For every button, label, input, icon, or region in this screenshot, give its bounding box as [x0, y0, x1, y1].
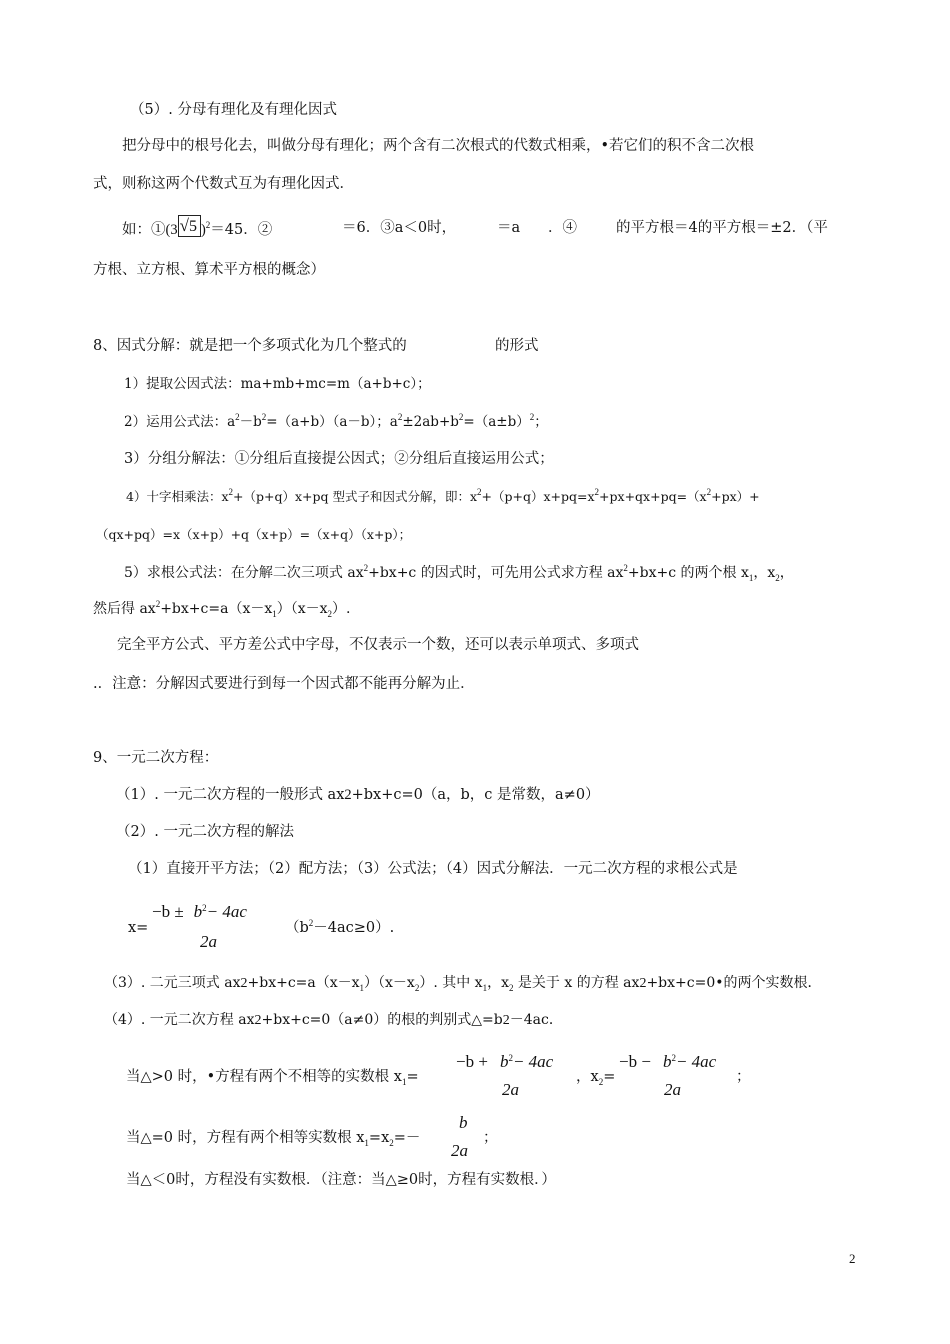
method-2-sup-2: 2: [261, 412, 267, 422]
discriminant-definition: [104, 1012, 563, 1030]
case1-c: =: [406, 1069, 419, 1085]
method-2-text-c: =（a+b）（a－b）；a: [266, 414, 398, 430]
method-5-text-a: 5）求根公式法：在分解二次三项式 ax: [124, 565, 364, 581]
case2-c: =x: [368, 1130, 390, 1146]
method-2-text-e: =（a±b）: [463, 414, 530, 430]
factor-method-5: [124, 565, 794, 582]
s3-i: ，x: [487, 975, 509, 991]
method-4-sup-2: 2: [477, 487, 482, 497]
s3-c: +bx+c=a（x－x: [247, 975, 360, 991]
method-5-line-2-sub-1: 1: [272, 609, 277, 619]
factor-method-3: 3）分组分解法：①分组后直接提公因式；②分组后直接运用公式；: [124, 451, 554, 467]
case1-num2-a: −b −: [619, 1052, 651, 1071]
case2-denominator: 2a: [451, 1141, 468, 1160]
case2-a: 当△=0 时，方程有两个相等实数根 x: [126, 1130, 365, 1146]
case1-num1-d: − 4ac: [512, 1052, 554, 1071]
s3-b: 2: [240, 976, 248, 991]
case-negative-text: 当△＜0时，方程没有实数根．（注意：当△≥0时，方程有实数根．）: [126, 1172, 556, 1188]
quadratic-solving-methods: （1）直接开平方法；（2）配方法；（3）公式法；（4）因式分解法．一元二次方程的求根公式是: [128, 861, 738, 877]
formula-numerator: [152, 902, 247, 922]
formula-lhs: x=: [128, 920, 149, 936]
method-4-text-b: +（p+q）x+pq 型式子和因式分解，即：x: [233, 489, 478, 504]
case1-num2-d: − 4ac: [675, 1052, 717, 1071]
case1-x2-label: [576, 1069, 615, 1086]
case1-e: 2: [598, 1077, 604, 1087]
section-8-heading-b: 的形式: [495, 338, 539, 354]
section-5-examples: [122, 218, 272, 240]
case1-num2-exp: 2: [671, 1053, 676, 1063]
section-5-heading: （5）. 分母有理化及有理化因式: [130, 102, 337, 118]
case1-num1-a: −b +: [456, 1052, 488, 1071]
general-form-text-c: +bx+c=0（a，b，c 是常数，a≠0）: [351, 787, 600, 803]
method-5-line-2-text-c: ）（x－x: [276, 601, 328, 617]
quadratic-general-form: [116, 787, 600, 804]
formula-num-d: − 4ac: [206, 902, 247, 921]
method-5-text-c: +bx+c 的两个根 x: [627, 565, 749, 581]
factor-method-1: 1）提取公因式法：ma+mb+mc=m（a+b+c）；: [124, 376, 431, 392]
method-5-text-e: ，: [779, 565, 794, 581]
sqrt-symbol-icon: √: [179, 216, 189, 235]
factor-method-5-line-2: [93, 601, 350, 618]
s4-b: 2: [254, 1013, 262, 1028]
sqrt-radicand: 5: [188, 218, 197, 235]
method-4-sup-3: 2: [594, 487, 600, 497]
example-text-e: ．④: [548, 220, 577, 236]
s3-l: 2: [639, 976, 647, 991]
s3-j: 2: [508, 983, 514, 993]
method-4-text-d: +px+qx+pq=（x: [599, 489, 707, 504]
formula-num-a: −b ±: [152, 902, 184, 921]
example-root-close: ): [200, 222, 206, 238]
s3-e: ）（x－x: [364, 975, 415, 991]
factor-method-4-line-2: （qx+pq）=x（x+p）+q（x+p）=（x+q）（x+p）；: [96, 527, 412, 542]
method-5-sub-1: 1: [748, 573, 754, 583]
case1-f: =: [603, 1069, 616, 1085]
s3-a: （3）. 二元三项式 ax: [104, 975, 241, 991]
method-2-sup-3: 2: [397, 412, 403, 422]
method-5-line-2-text-b: +bx+c=a（x－x: [160, 601, 273, 617]
example-superscript: 2: [205, 220, 211, 230]
case2-d: 2: [389, 1138, 394, 1148]
method-4-sup-1: 2: [228, 487, 234, 497]
case1-a: 当△>0 时，•方程有两个不相等的实数根 x: [126, 1069, 402, 1085]
example-text-d: ＝a: [497, 220, 521, 236]
s4-a: （4）. 一元二次方程 ax: [104, 1012, 255, 1028]
case2-e: =－: [393, 1130, 421, 1146]
case1-num2-b: b: [662, 1052, 672, 1071]
formula-cond-a: （b: [285, 920, 309, 936]
case-zero-text: [126, 1130, 420, 1147]
example-root-open: (3: [165, 222, 178, 238]
method-5-sup-2: 2: [623, 563, 628, 573]
formula-denominator: 2a: [200, 932, 217, 951]
page-number: 2: [849, 1251, 856, 1266]
case1-d: ，x: [576, 1069, 599, 1085]
case1-end: ；: [736, 1069, 751, 1085]
method-4-sup-4: 2: [706, 487, 712, 497]
method-2-sup-5: 2: [529, 412, 535, 422]
case1-num1-exp: 2: [508, 1053, 513, 1063]
binomial-factorization: [104, 975, 822, 993]
method-2-sup-1: 2: [235, 412, 240, 422]
general-form-text-a: （1）. 一元二次方程的一般形式 ax: [116, 787, 345, 803]
method-2-text-d: ±2ab+b: [402, 414, 459, 430]
factor-note-1: 完全平方公式、平方差公式中字母，不仅表示一个数，还可以表示单项式、多项式: [117, 637, 639, 653]
s3-d: 1: [359, 983, 365, 993]
section-5-paragraph-2: 式，则称这两个代数式互为有理化因式．: [93, 176, 354, 192]
method-4-text-a: 4）十字相乘法：x: [126, 489, 229, 504]
case1-b: 1: [401, 1077, 407, 1087]
example-text-b: ＝45．②: [210, 222, 273, 238]
case2-b: 1: [364, 1138, 369, 1148]
section-8-heading-a: 8、因式分解：就是把一个多项式化为几个整式的: [93, 338, 407, 354]
formula-cond-c: －4ac≥0）.: [313, 920, 395, 936]
example-text-c: ＝6．③a＜0时，: [342, 220, 457, 236]
method-2-text-a: 2）运用公式法：a: [124, 414, 236, 430]
method-5-sup-1: 2: [363, 563, 369, 573]
general-form-exp: 2: [344, 787, 352, 803]
example-text-f: 的平方根＝4的平方根＝±2．（平: [616, 220, 828, 236]
method-2-sup-4: 2: [458, 412, 464, 422]
section-5-paragraph-1: 把分母中的根号化去，叫做分母有理化；两个含有二次根式的代数式相乘，•若它们的积不含二次根: [122, 138, 755, 154]
case2-end: ；: [483, 1130, 498, 1146]
s3-f: 2: [414, 983, 420, 993]
section-9-heading: 9、一元二次方程：: [93, 750, 219, 766]
s4-e: －4ac．: [509, 1012, 563, 1028]
case1-root2-denominator: 2a: [664, 1080, 681, 1099]
method-4-text-c: +（p+q）x+pq=x: [481, 489, 595, 504]
s3-m: +bx+c=0•的两个实数根．: [646, 975, 822, 991]
method-5-line-2-text-a: 然后得 ax: [93, 601, 156, 617]
case1-num1-b: b: [499, 1052, 509, 1071]
example-text-a: 如：①: [122, 222, 166, 238]
case2-numerator: b: [459, 1113, 468, 1132]
method-5-text-d: ，x: [753, 565, 776, 581]
case1-root1-denominator: 2a: [502, 1080, 519, 1099]
method-5-line-2-sup: 2: [155, 599, 161, 609]
factor-note-2: .．注意：分解因式要进行到每一个因式都不能再分解为止．: [93, 676, 475, 692]
case-positive-text: [126, 1069, 419, 1086]
formula-cond-exp: 2: [308, 918, 314, 928]
method-2-text-f: ；: [534, 414, 548, 430]
method-5-text-b: +bx+c 的因式时，可先用公式求方程 ax: [368, 565, 624, 581]
section-5-paragraph-4: 方根、立方根、算术平方根的概念）: [93, 262, 325, 278]
method-4-text-e: +px）+: [711, 489, 760, 504]
method-5-line-2-text-d: ）.: [332, 601, 351, 617]
s3-h: 1: [482, 983, 488, 993]
method-5-line-2-sub-2: 2: [327, 609, 333, 619]
factor-method-4: [126, 489, 760, 504]
case1-root1-numerator: [456, 1052, 553, 1072]
formula-num-b: b: [193, 902, 203, 921]
formula-condition: [285, 920, 394, 937]
method-5-sub-2: 2: [775, 573, 780, 583]
case1-root2-numerator: [619, 1052, 716, 1072]
s3-g: ）. 其中 x: [419, 975, 483, 991]
method-2-text-b: －b: [239, 414, 262, 430]
s4-c: +bx+c=0（a≠0）的根的判别式△=b: [261, 1012, 503, 1028]
s4-d: 2: [502, 1013, 510, 1028]
boxed-sqrt-5: [178, 215, 201, 237]
quadratic-solving-heading: （2）. 一元二次方程的解法: [116, 824, 294, 840]
s3-k: 是关于 x 的方程 ax: [513, 975, 640, 991]
factor-method-2: [124, 414, 548, 430]
formula-num-exp: 2: [202, 903, 207, 913]
